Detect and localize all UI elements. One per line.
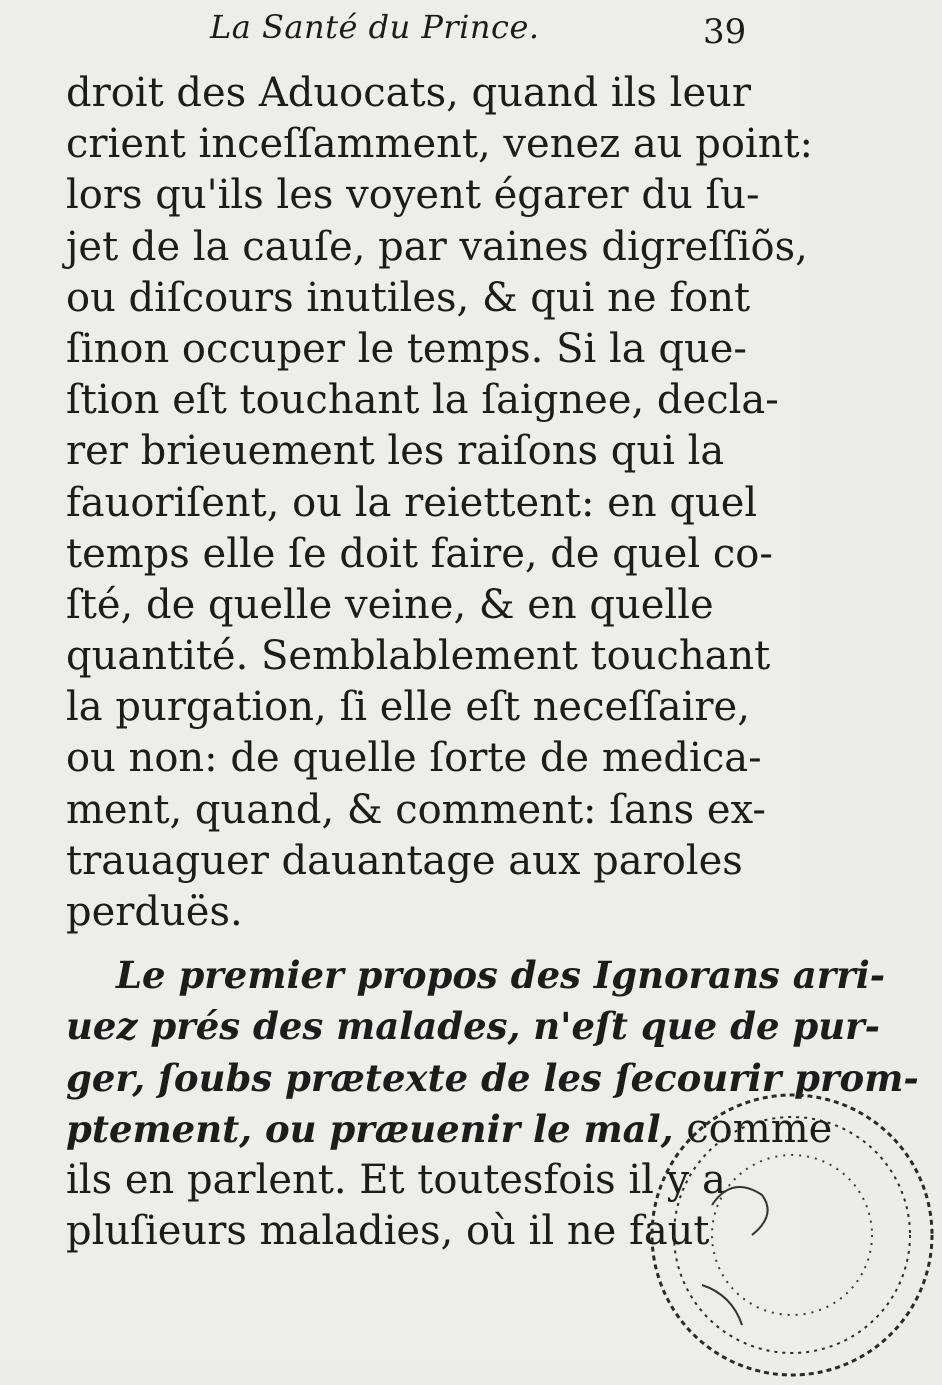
text-line: droit des Aduocats, quand ils leur	[66, 70, 751, 116]
page-number: 39	[703, 12, 747, 52]
text-line: crient inceſſamment, venez au point:	[66, 121, 814, 168]
italic-line: Le premier propos des Ignorans arri-	[116, 953, 886, 998]
text-line: ſinon occuper le temps. Si la que-	[66, 325, 747, 372]
paragraph-gap	[66, 938, 766, 950]
text-line: ou non: de quelle ſorte de medica-	[66, 735, 762, 782]
text-line: pluſieurs maladies, où il ne faut	[66, 1208, 710, 1255]
text-line: ils en parlent. Et toutesfois il y a	[66, 1156, 726, 1203]
text-line: ſté, de quelle veine, & en quelle	[66, 581, 714, 628]
text-line: ſtion eſt touchant la ſaignee, decla-	[66, 377, 779, 424]
text-line: ment, quand, & comment: ſans ex-	[66, 786, 766, 833]
text-line: jet de la cauſe, par vaines digreſſiõs,	[66, 223, 808, 270]
text-line: quantité. Semblablement touchant	[66, 633, 771, 680]
body-text	[66, 68, 919, 1257]
roman-fragment: comme	[673, 1105, 833, 1152]
library-stamp	[642, 1085, 942, 1385]
italic-line: uez prés des malades, n'eſt que de pur-	[66, 1004, 880, 1049]
text-line: rer brieuement les raiſons qui la	[66, 428, 725, 475]
text-line: perduës.	[66, 889, 243, 935]
text-line: ou diſcours inutiles, & qui ne font	[66, 274, 751, 321]
italic-fragment: ptement, ou præuenir le mal,	[66, 1106, 674, 1151]
text-line: temps elle ſe doit faire, de quel co-	[66, 530, 773, 577]
text-line: fauoriſent, ou la reiettent: en quel	[66, 479, 758, 526]
text-line: la purgation, ſi elle eſt neceſſaire,	[66, 684, 750, 731]
text-line: lors qu'ils les voyent égarer du ſu-	[66, 172, 760, 219]
running-head: La Santé du Prince.	[210, 8, 540, 46]
italic-line: ger, ſoubs prætexte de les ſecourir prom-	[66, 1055, 919, 1100]
text-line: trauaguer dauantage aux paroles	[66, 837, 743, 884]
